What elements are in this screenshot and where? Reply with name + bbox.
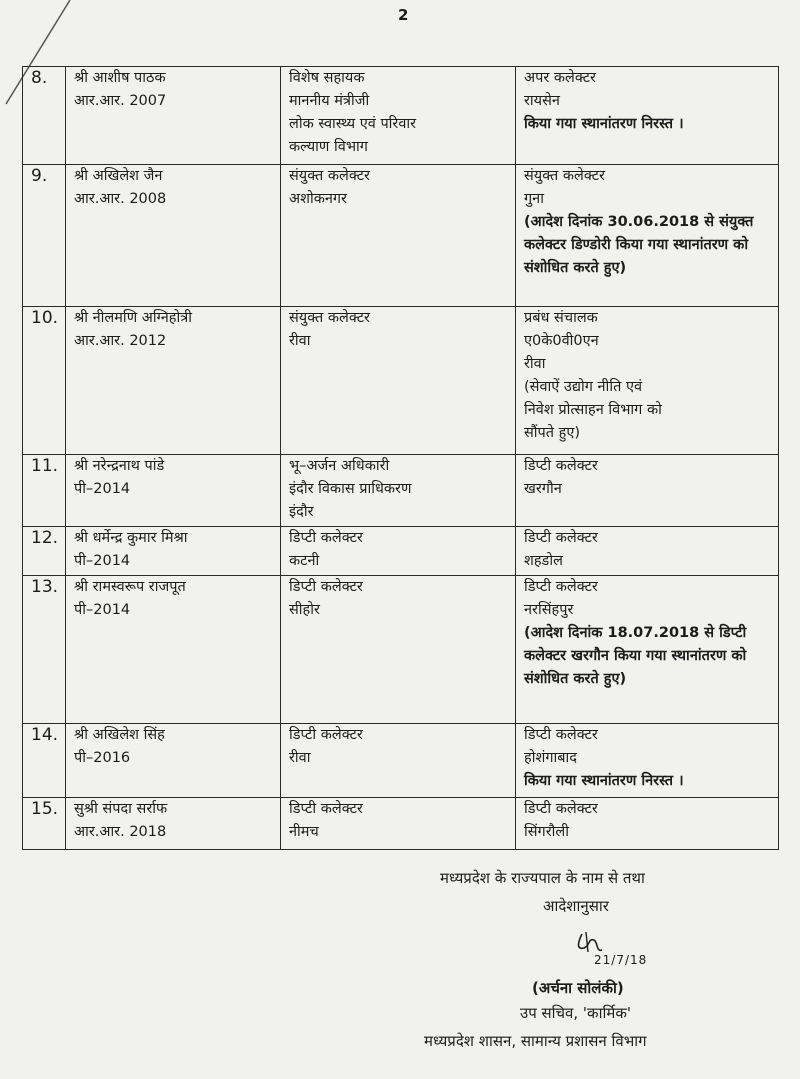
- new-posting-cell: [516, 67, 779, 165]
- new-posting-line: होशंगाबाद: [524, 750, 577, 766]
- new-posting-line: डिप्टी कलेक्टर: [524, 727, 598, 743]
- current-posting-line: डिप्टी कलेक्टर: [289, 727, 363, 743]
- officer-cadre: पी–2014: [74, 481, 131, 497]
- officer-name: श्री धर्मेन्द्र कुमार मिश्रा: [74, 530, 188, 546]
- signatory-name: (अर्चना सोलंकी): [532, 979, 624, 997]
- table-row: [23, 576, 779, 724]
- serial-number: 9.: [23, 165, 66, 307]
- current-posting-line: डिप्टी कलेक्टर: [289, 801, 363, 817]
- new-posting-line: संयुक्त कलेक्टर: [524, 168, 605, 184]
- table-row: [23, 527, 779, 576]
- new-posting-line: डिप्टी कलेक्टर: [524, 801, 598, 817]
- new-posting-cell: [516, 527, 779, 576]
- new-posting-line: सिंगरौली: [524, 824, 569, 840]
- signatory-department: मध्यप्रदेश शासन, सामान्य प्रशासन विभाग: [424, 1032, 647, 1050]
- new-posting-line: डिप्टी कलेक्टर: [524, 579, 598, 595]
- current-posting-line: नीमच: [289, 824, 319, 840]
- serial-number: 14.: [23, 724, 66, 798]
- new-posting-line: गुना: [524, 191, 544, 207]
- new-posting-line: ए0के0वी0एन: [524, 333, 599, 349]
- officer-cadre: आर.आर. 2018: [74, 824, 167, 840]
- new-posting-cell: [516, 307, 779, 455]
- current-posting-cell: [281, 455, 516, 527]
- current-posting-line: कटनी: [289, 553, 320, 569]
- new-posting-line: डिप्टी कलेक्टर: [524, 458, 598, 474]
- officer-cadre: पी–2016: [74, 750, 131, 766]
- new-posting-cell: [516, 576, 779, 724]
- officer-name: श्री नीलमणि अग्निहोत्री: [74, 310, 192, 326]
- table-row: [23, 455, 779, 527]
- new-posting-line: प्रबंध संचालक: [524, 310, 598, 326]
- new-posting-line: रायसेन: [524, 93, 560, 109]
- current-posting-line: संयुक्त कलेक्टर: [289, 310, 370, 326]
- new-posting-line: नरसिंहपुर: [524, 602, 574, 618]
- officer-cadre: आर.आर. 2008: [74, 191, 167, 207]
- serial-number: 10.: [23, 307, 66, 455]
- new-posting-line: डिप्टी कलेक्टर: [524, 530, 598, 546]
- current-posting-line: इंदौर विकास प्राधिकरण: [289, 481, 412, 497]
- current-posting-cell: [281, 307, 516, 455]
- officer-name: सुश्री संपदा सर्राफ: [74, 801, 168, 817]
- transfer-note: (आदेश दिनांक 30.06.2018 से संयुक्त कलेक्टर डिण्डोरी किया गया स्थानांतरण को संशोधित करते हुए): [524, 214, 754, 276]
- current-posting-line: डिप्टी कलेक्टर: [289, 579, 363, 595]
- officer-cell: [66, 307, 281, 455]
- current-posting-line: सीहोर: [289, 602, 320, 618]
- table-row: [23, 798, 779, 850]
- table-row: [23, 724, 779, 798]
- signature-date: 21/7/18: [594, 953, 648, 967]
- signature-intro-line1: मध्यप्रदेश के राज्यपाल के नाम से तथा: [440, 869, 645, 887]
- signature-intro-line2: आदेशानुसार: [543, 897, 609, 915]
- new-posting-cell: [516, 165, 779, 307]
- current-posting-cell: [281, 67, 516, 165]
- table-row: [23, 307, 779, 455]
- current-posting-line: माननीय मंत्रीजी: [289, 93, 370, 109]
- current-posting-cell: [281, 798, 516, 850]
- table-row: [23, 165, 779, 307]
- current-posting-line: रीवा: [289, 333, 311, 349]
- serial-number: 8.: [23, 67, 66, 165]
- officer-cadre: पी–2014: [74, 553, 131, 569]
- officer-cell: [66, 67, 281, 165]
- officer-name: श्री रामस्वरूप राजपूत: [74, 579, 186, 595]
- new-posting-line: रीवा: [524, 356, 546, 372]
- current-posting-line: लोक स्वास्थ्य एवं परिवार: [289, 116, 417, 132]
- serial-number: 11.: [23, 455, 66, 527]
- current-posting-line: अशोकनगर: [289, 191, 347, 207]
- page-number: 2: [398, 6, 409, 24]
- current-posting-line: इंदौर: [289, 504, 314, 520]
- new-posting-cell: [516, 455, 779, 527]
- officer-cadre: आर.आर. 2007: [74, 93, 167, 109]
- transfer-note: (आदेश दिनांक 18.07.2018 से डिप्टी कलेक्टर खरगौन किया गया स्थानांतरण को संशोधित करते हुए): [524, 625, 747, 687]
- new-posting-cell: [516, 724, 779, 798]
- new-posting-line: शहडोल: [524, 553, 563, 569]
- new-posting-line: सौंपते हुए): [524, 425, 581, 441]
- serial-number: 15.: [23, 798, 66, 850]
- new-posting-line: निवेश प्रोत्साहन विभाग को: [524, 402, 662, 418]
- table-row: [23, 67, 779, 165]
- officer-name: श्री आशीष पाठक: [74, 70, 166, 86]
- officer-cadre: आर.आर. 2012: [74, 333, 167, 349]
- officer-cell: [66, 165, 281, 307]
- current-posting-line: डिप्टी कलेक्टर: [289, 530, 363, 546]
- new-posting-line: (सेवाऐं उद्योग नीति एवं: [524, 379, 643, 395]
- officer-cell: [66, 576, 281, 724]
- new-posting-line: खरगौन: [524, 481, 562, 497]
- current-posting-line: संयुक्त कलेक्टर: [289, 168, 370, 184]
- current-posting-cell: [281, 165, 516, 307]
- serial-number: 13.: [23, 576, 66, 724]
- new-posting-line: अपर कलेक्टर: [524, 70, 596, 86]
- current-posting-line: भू–अर्जन अधिकारी: [289, 458, 390, 474]
- current-posting-cell: [281, 724, 516, 798]
- current-posting-line: विशेष सहायक: [289, 70, 365, 86]
- signatory-designation: उप सचिव, 'कार्मिक': [520, 1004, 631, 1022]
- officer-cell: [66, 724, 281, 798]
- transfer-note: किया गया स्थानांतरण निरस्त ।: [524, 116, 684, 132]
- officer-cell: [66, 455, 281, 527]
- current-posting-cell: [281, 576, 516, 724]
- officer-cadre: पी–2014: [74, 602, 131, 618]
- officer-cell: [66, 798, 281, 850]
- officer-name: श्री नरेन्द्रनाथ पांडे: [74, 458, 165, 474]
- current-posting-cell: [281, 527, 516, 576]
- officer-name: श्री अखिलेश सिंह: [74, 727, 165, 743]
- current-posting-line: रीवा: [289, 750, 311, 766]
- current-posting-line: कल्याण विभाग: [289, 139, 368, 155]
- transfer-orders-table: [22, 66, 779, 850]
- officer-cell: [66, 527, 281, 576]
- officer-name: श्री अखिलेश जैन: [74, 168, 163, 184]
- new-posting-cell: [516, 798, 779, 850]
- transfer-note: किया गया स्थानांतरण निरस्त ।: [524, 773, 684, 789]
- serial-number: 12.: [23, 527, 66, 576]
